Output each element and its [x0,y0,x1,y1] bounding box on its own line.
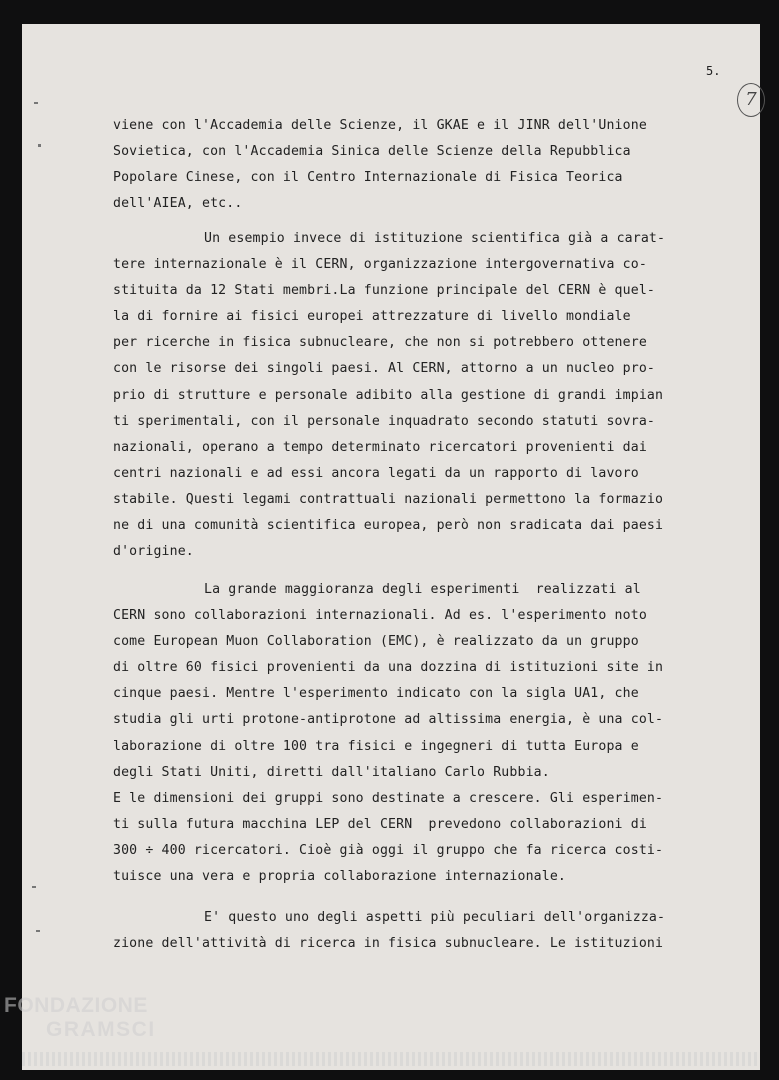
text-line: ti sulla futura macchina LEP del CERN prevedono collaborazioni di [113,816,647,832]
paragraph-4 [113,905,738,957]
paragraph-1 [113,113,738,217]
margin-mark [32,886,36,888]
text-line: zione dell'attività di ricerca in fisica subnucleare. Le istituzioni [113,936,664,952]
paragraph-2 [113,226,738,565]
watermark-line-1: FONDAZIONE [4,994,148,1017]
text-line: studia gli urti protone-antiprotone ad altissima energia, è una col- [113,712,664,728]
margin-mark [38,144,41,147]
margin-mark [36,930,40,932]
text-line: degli Stati Uniti, diretti dall'italiano Carlo Rubbia. [113,764,550,780]
text-line: come European Muon Collaboration (EMC), è realizzato da un gruppo [113,634,639,650]
text-line: per ricerche in fisica subnucleare, che non si potrebbero ottenere [113,335,647,351]
text-line: centri nazionali e ad essi ancora legati da un rapporto di lavoro [113,465,639,481]
text-line: viene con l'Accademia delle Scienze, il GKAE e il JINR dell'Unione [113,118,647,133]
text-line: dell'AIEA, etc.. [113,196,243,212]
text-line: di oltre 60 fisici provenienti da una dozzina di istituzioni site in [113,660,664,676]
text-line: Popolare Cinese, con il Centro Internazionale di Fisica Teorica [113,170,623,186]
text-line: Sovietica, con l'Accademia Sinica delle Scienze della Repubblica [113,144,631,160]
text-line: laborazione di oltre 100 tra fisici e ingegneri di tutta Europa e [113,738,639,754]
text-line: stituita da 12 Stati membri.La funzione principale del CERN è quel- [113,283,655,299]
text-line: la di fornire ai fisici europei attrezzature di livello mondiale [113,309,631,325]
scan-edge [22,1052,760,1066]
text-line: Un esempio invece di istituzione scientifica già a carat- [204,231,666,246]
text-line: con le risorse dei singoli paesi. Al CERN, attorno a un nucleo pro- [113,361,655,377]
text-line: ti sperimentali, con il personale inquadrato secondo statuti sovra- [113,413,655,429]
text-line: cinque paesi. Mentre l'esperimento indicato con la sigla UA1, che [113,686,639,702]
paragraph-3 [113,577,738,890]
text-line: stabile. Questi legami contrattuali nazionali permettono la formazio [113,491,664,507]
page-number: 5. [706,64,721,78]
watermark [4,994,204,1042]
text-line: E le dimensioni dei gruppi sono destinate a crescere. Gli esperimen- [113,790,664,806]
text-line: CERN sono collaborazioni internazionali. Ad es. l'esperimento noto [113,608,647,624]
margin-mark [34,102,38,104]
document-page [22,24,760,1070]
text-line: La grande maggioranza degli esperimenti realizzati al [204,582,641,597]
watermark-line-2: GRAMSCI [46,1018,156,1041]
text-line: d'origine. [113,544,194,560]
text-line: E' questo uno degli aspetti più peculiari dell'organizza- [204,910,666,925]
text-line: prio di strutture e personale adibito alla gestione di grandi impian [113,387,664,403]
text-line: tuisce una vera e propria collaborazione internazionale. [113,869,567,885]
text-line: ne di una comunità scientifica europea, però non sradicata dai paesi [113,518,664,534]
text-line: tere internazionale è il CERN, organizzazione intergovernativa co- [113,257,647,273]
circled-annotation: 7 [737,83,765,117]
text-line: nazionali, operano a tempo determinato ricercatori provenienti dai [113,439,647,455]
text-line: 300 ÷ 400 ricercatori. Cioè già oggi il gruppo che fa ricerca costi- [113,842,664,858]
